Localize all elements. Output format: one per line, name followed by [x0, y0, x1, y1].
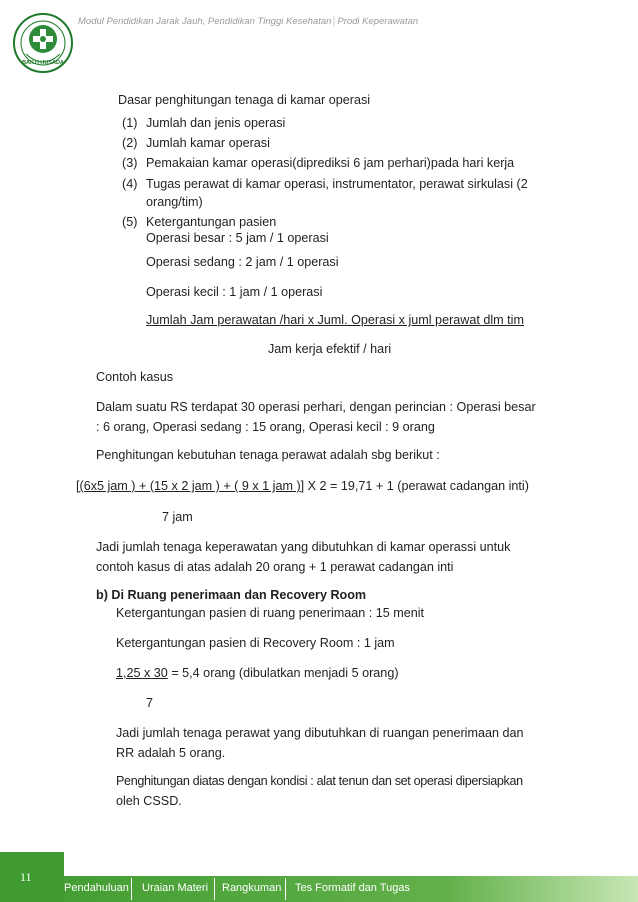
svg-text:BAKTI HUSADA: BAKTI HUSADA: [22, 60, 64, 66]
calculation-1-result: X 2 = 19,71 + 1 (perawat cadangan inti): [304, 479, 529, 493]
penghitungan-2-line-1: Penghitungan diatas dengan kondisi : alat tenun dan set operasi dipersiapkan: [116, 774, 523, 788]
page-number: 11: [20, 870, 32, 884]
list-num-5: (5): [122, 215, 138, 229]
running-header: Modul Pendidikan Jarak Jauh, Pendidikan Tinggi Kesehatan│Prodi Keperawatan: [78, 16, 419, 27]
tab-divider: [214, 878, 215, 900]
list-num-4: (4): [122, 177, 138, 191]
list-item-4-cont: orang/tim): [146, 195, 203, 209]
list-item-2: Jumlah kamar operasi: [146, 136, 270, 150]
header-program: Prodi Keperawatan: [337, 16, 419, 27]
contoh-kasus-label: Contoh kasus: [96, 370, 174, 384]
bakti-husada-logo: [12, 12, 74, 74]
calculation-1-numerator: [(6x5 jam ) + (15 x 2 jam ) + ( 9 x 1 jam )]: [76, 479, 305, 493]
list-num-2: (2): [122, 136, 138, 150]
page-number-box: [0, 852, 64, 902]
penghitungan-2-line-2: oleh CSSD.: [116, 794, 182, 808]
operasi-sedang: Operasi sedang : 2 jam / 1 operasi: [146, 255, 339, 269]
list-item-3: Pemakaian kamar operasi(diprediksi 6 jam perhari)pada hari kerja: [146, 156, 515, 170]
jadi-2-line-1: Jadi jumlah tenaga perawat yang dibutuhkan di ruangan penerimaan dan: [116, 726, 524, 740]
operasi-kecil: Operasi kecil : 1 jam / 1 operasi: [146, 285, 323, 299]
calculation-2: [116, 665, 399, 681]
tab-pendahuluan[interactable]: Pendahuluan: [64, 882, 129, 894]
list-item-5: Ketergantungan pasien: [146, 215, 277, 229]
formula-numerator: Jumlah Jam perawatan /hari x Juml. Operasi x juml perawat dlm tim: [146, 313, 524, 327]
tab-divider: [131, 878, 132, 900]
header-module-title: Modul Pendidikan Jarak Jauh, Pendidikan Tinggi Kesehatan: [78, 16, 332, 27]
jadi-1-line-2: contoh kasus di atas adalah 20 orang + 1 perawat cadangan inti: [96, 560, 454, 574]
jadi-2-line-2: RR adalah 5 orang.: [116, 746, 226, 760]
tab-divider: [285, 878, 286, 900]
list-item-4: Tugas perawat di kamar operasi, instrumentator, perawat sirkulasi (2: [146, 177, 528, 191]
penghitungan-line: Penghitungan kebutuhan tenaga perawat adalah sbg berikut :: [96, 448, 440, 462]
jadi-1-line-1: Jadi jumlah tenaga keperawatan yang dibutuhkan di kamar operassi untuk: [96, 540, 511, 554]
ketergantungan-recovery: Ketergantungan pasien di Recovery Room : 1 jam: [116, 636, 395, 650]
calculation-1-denominator: 7 jam: [162, 510, 193, 524]
operasi-besar: Operasi besar : 5 jam / 1 operasi: [146, 231, 329, 245]
section-b-heading: b) Di Ruang penerimaan dan Recovery Room: [96, 588, 367, 602]
ketergantungan-penerimaan: Ketergantungan pasien di ruang penerimaan : 15 menit: [116, 606, 425, 620]
kasus-line-1: Dalam suatu RS terdapat 30 operasi perhari, dengan perincian : Operasi besar: [96, 400, 536, 414]
formula-denominator: Jam kerja efektif / hari: [268, 342, 392, 356]
tab-uraian-materi[interactable]: Uraian Materi: [142, 882, 209, 894]
list-num-3: (3): [122, 156, 138, 170]
calculation-1: [76, 478, 529, 494]
calculation-2-numerator: 1,25 x 30: [116, 666, 168, 680]
list-num-1: (1): [122, 116, 138, 130]
kasus-line-2: : 6 orang, Operasi sedang : 15 orang, Operasi kecil : 9 orang: [96, 420, 435, 434]
tab-rangkuman[interactable]: Rangkuman: [222, 882, 282, 894]
intro-line: Dasar penghitungan tenaga di kamar operasi: [118, 93, 371, 107]
calculation-2-denominator: 7: [146, 696, 154, 710]
list-item-1: Jumlah dan jenis operasi: [146, 116, 286, 130]
calculation-2-result: = 5,4 orang (dibulatkan menjadi 5 orang): [167, 666, 399, 680]
tab-tes-formatif[interactable]: Tes Formatif dan Tugas: [295, 882, 410, 894]
